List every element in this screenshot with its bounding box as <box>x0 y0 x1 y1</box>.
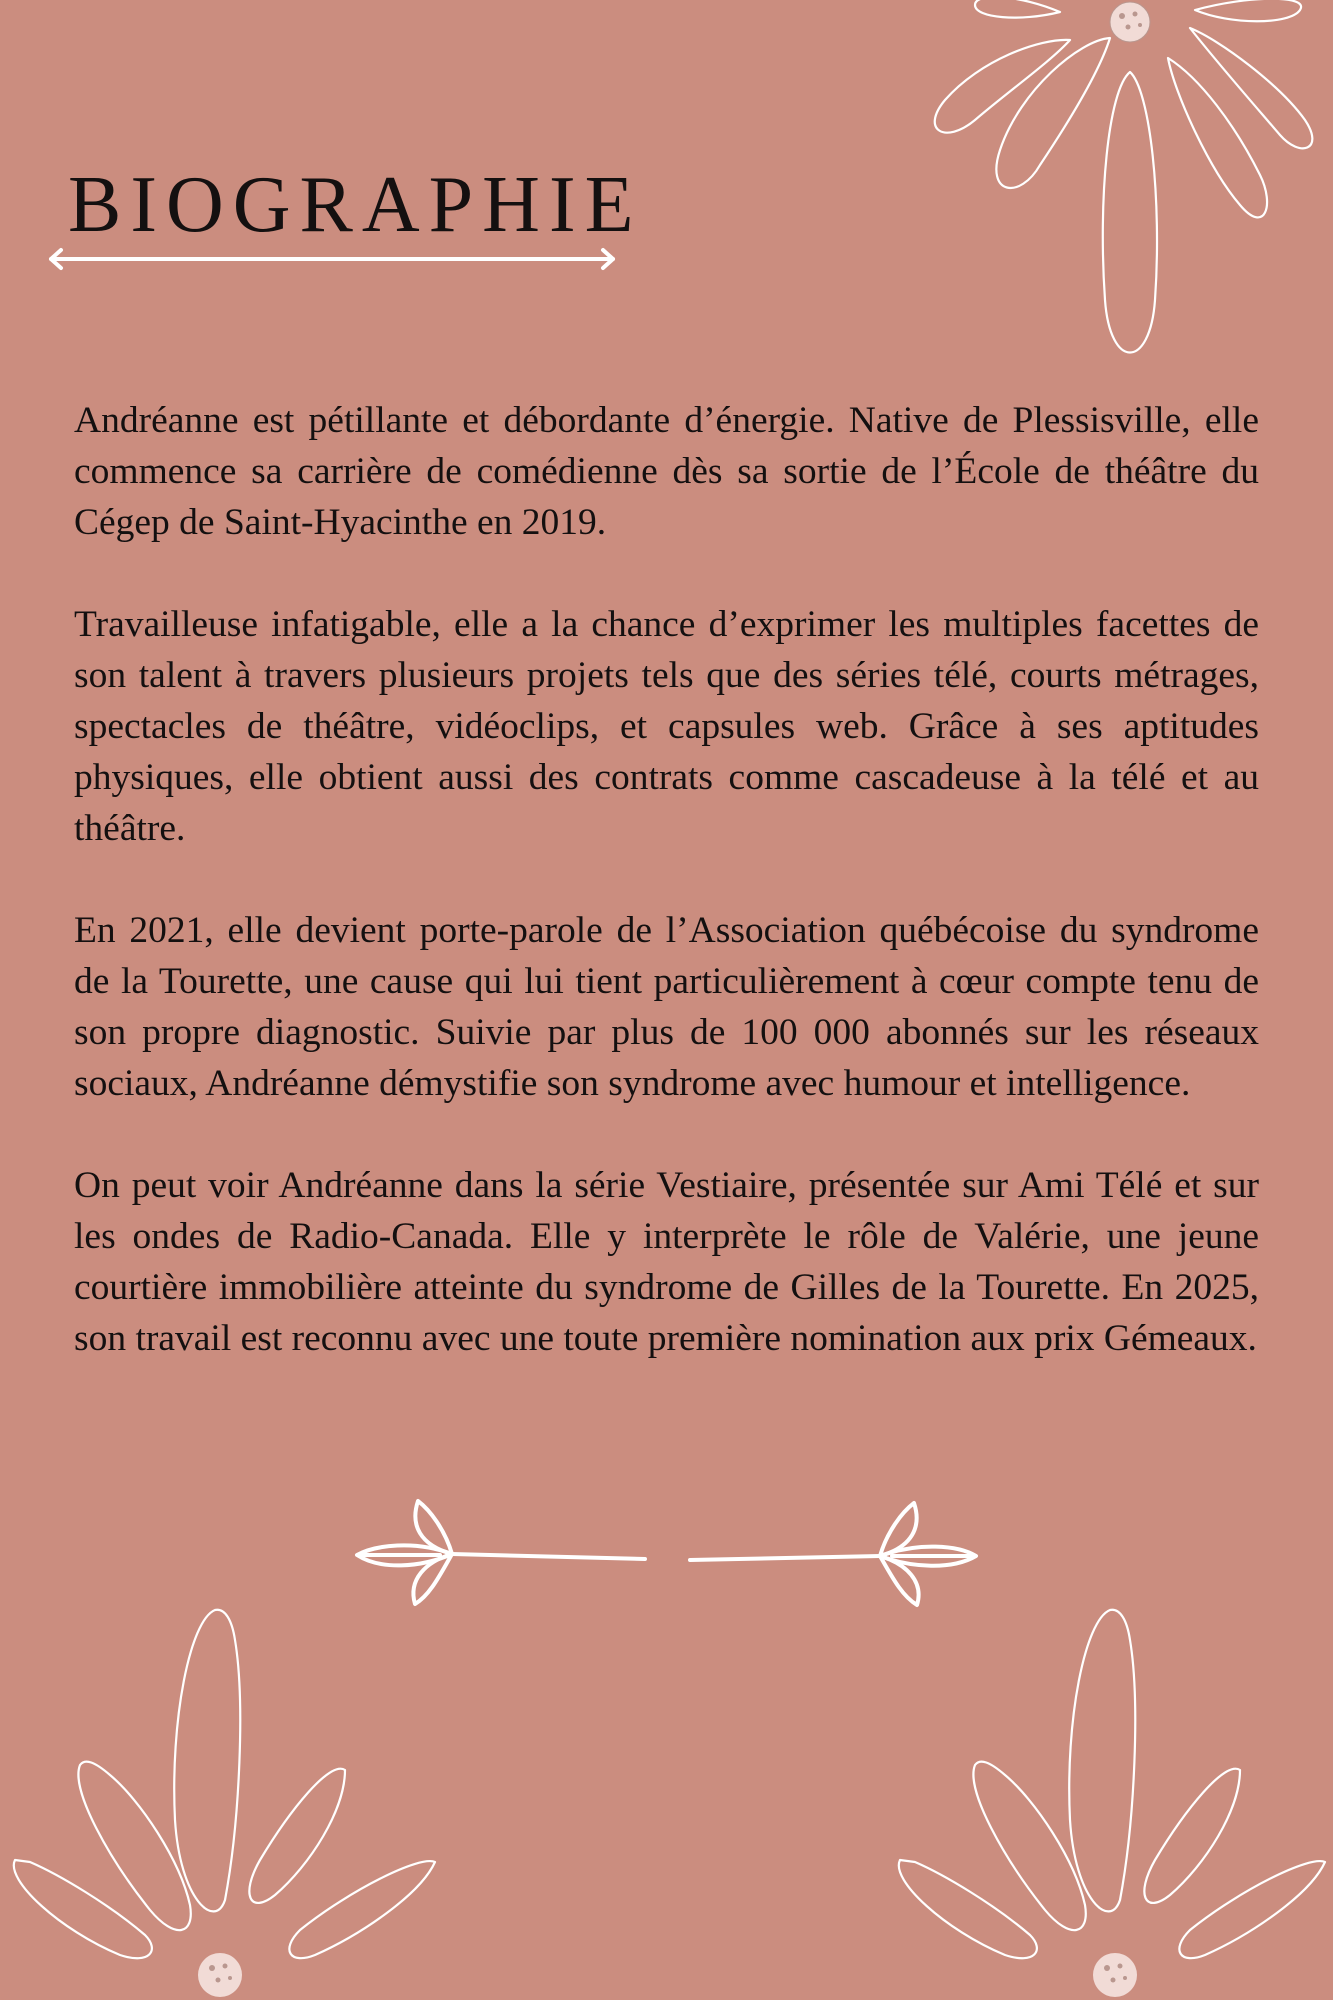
leaf-arrow-divider <box>350 1495 990 1610</box>
page-title: BIOGRAPHIE <box>68 161 643 249</box>
leaf-arrow-left-icon <box>357 1501 645 1604</box>
leaf-arrow-right-icon <box>690 1503 976 1605</box>
flower-bottom-left-icon <box>0 1600 450 2000</box>
paragraph-2: Travailleuse infatigable, elle a la chance d’exprimer les multiples facettes de son talent à travers plusieurs projets tels que des séries télé, courts métrages, spectacles de théâtre, vidéoclips, et capsules web. Grâce à ses aptitudes physiques, elle obtient aussi des contrats comme cascadeuse à la télé et au théâtre. <box>74 604 1259 849</box>
biography-text <box>74 395 1259 1415</box>
paragraph-4: On peut voir Andréanne dans la série Vestiaire, présentée sur Ami Télé et sur les ondes de Radio-Canada. Elle y interprète le rôle de Valérie, une jeune courtière immobilière atteinte du syndrome de Gilles de la Tourette. En 2025, son travail est reconnu avec une toute première nomination aux prix Gémeaux. <box>74 1165 1259 1359</box>
flower-top-right-icon <box>900 0 1333 380</box>
double-arrow-icon <box>45 247 620 271</box>
flower-bottom-right-icon <box>880 1600 1333 2000</box>
paragraph-3: En 2021, elle devient porte-parole de l’Association québécoise du syndrome de la Tourette, une cause qui lui tient particulièrement à cœur compte tenu de son propre diagnostic. Suivie par plus de 100 000 abonnés sur les réseaux sociaux, Andréanne démystifie son syndrome avec humour et intelligence. <box>74 910 1259 1104</box>
paragraph-1: Andréanne est pétillante et débordante d’énergie. Native de Plessisville, elle commence sa carrière de comédienne dès sa sortie de l’École de théâtre du Cégep de Saint-Hyacinthe en 2019. <box>74 400 1259 543</box>
